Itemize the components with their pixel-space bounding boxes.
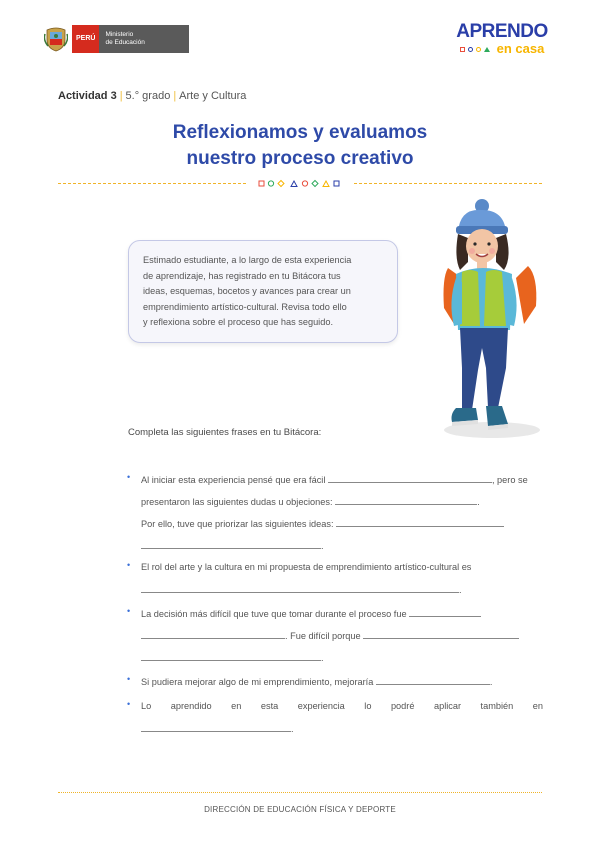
blank-field[interactable] <box>376 674 490 685</box>
ministry-label: Ministerio de Educación <box>99 25 189 53</box>
bullet-icon: • <box>127 560 131 570</box>
grade-label: 5.° grado <box>125 90 171 102</box>
blank-field[interactable] <box>141 650 321 661</box>
list-item: • La decisión más difícil que tuve que tomar durante el proceso fue . Fue difícil porque . <box>128 606 543 672</box>
bullet-icon: • <box>127 606 131 616</box>
activity-label: Actividad 3 <box>58 90 117 102</box>
list-item: • Al iniciar esta experiencia pensé que era fácil , pero se presentaron las siguientes dudas u objeciones: . Por ello, tuve que priorizar las siguientes ideas: . <box>127 472 528 551</box>
blank-field[interactable] <box>335 494 477 505</box>
footer-divider <box>58 792 542 793</box>
ministry-logo <box>44 25 189 53</box>
bullet-icon: • <box>127 699 131 709</box>
logo-subtitle: en casa <box>496 41 545 56</box>
activity-line: Actividad 3 | 5.° grado | Arte y Cultura <box>58 90 247 102</box>
blank-field[interactable] <box>336 516 504 527</box>
page-title: Reflexionamos y evaluamos nuestro proceso creativo <box>172 122 428 169</box>
blank-field[interactable] <box>141 628 285 639</box>
logo-word: APRENDO <box>456 21 548 42</box>
list-item: • Si pudiera mejorar algo de mi emprendimiento, mejoraría . <box>127 674 493 687</box>
peru-label: PERÚ <box>72 25 99 53</box>
footer-text: DIRECCIÓN DE EDUCACIÓN FÍSICA Y DEPORTE <box>204 805 396 814</box>
instructions-text: Completa las siguientes frases en tu Bitácora: <box>128 427 322 438</box>
list-item: • Lo aprendido en esta experiencia lo podré aplicar también en . <box>127 699 543 734</box>
subject-label: Arte y Cultura <box>179 90 247 102</box>
blank-field[interactable] <box>141 538 321 549</box>
bullet-icon: • <box>127 674 131 684</box>
title-divider <box>58 178 542 190</box>
blank-field[interactable] <box>363 628 519 639</box>
list-item: • El rol del arte y la cultura en mi propuesta de emprendimiento artístico-cultural es . <box>127 560 472 595</box>
coat-of-arms-icon <box>44 26 68 52</box>
bullet-icon: • <box>127 472 131 482</box>
aprendo-en-casa-logo <box>446 22 558 58</box>
blank-field[interactable] <box>409 606 481 617</box>
blank-field[interactable] <box>141 721 291 732</box>
blank-field[interactable] <box>141 582 459 593</box>
student-illustration <box>432 198 544 444</box>
intro-box: Estimado estudiante, a lo largo de esta experiencia de aprendizaje, has registrado en tu Bitácora tus ideas, esquemas, bocetos y avances para crear un emprendimiento artístico-cultural. Revisa todo ello y reflexiona sobre el proceso que has seguido. <box>128 240 398 343</box>
shapes-icon <box>258 178 342 190</box>
blank-field[interactable] <box>328 472 492 483</box>
